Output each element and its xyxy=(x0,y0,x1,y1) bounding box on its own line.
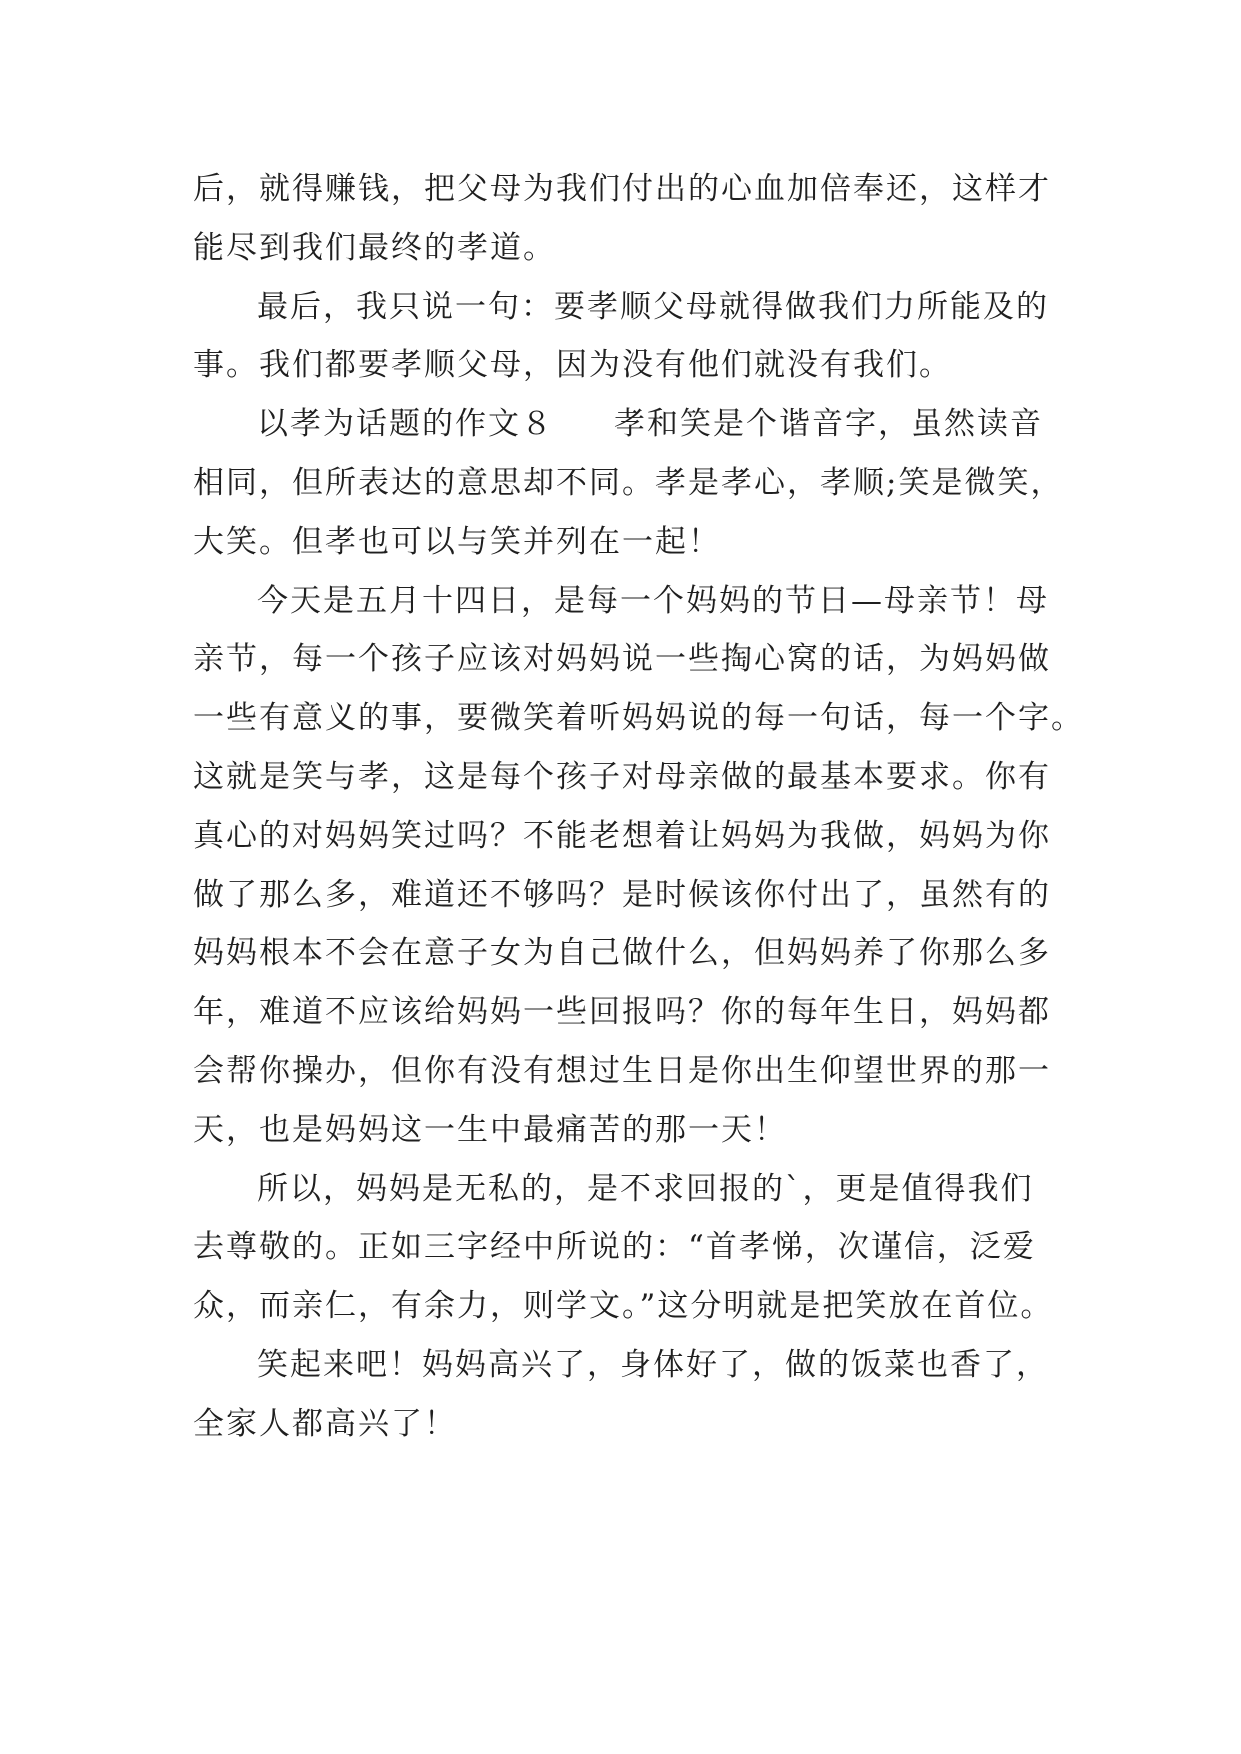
text-line: 能尽到我们最终的孝道。 xyxy=(193,229,556,266)
text-line: 后，就得赚钱，把父母为我们付出的心血加倍奉还，这样才 xyxy=(193,171,1051,207)
text-line: 众，而亲仁，有余力，则学文。”这分明就是把笑放在首位。 xyxy=(193,1288,1054,1325)
text-line: 去尊敬的。正如三字经中所说的：“首孝悌，次谨信，泛爱 xyxy=(193,1229,1036,1266)
essay-heading-line xyxy=(193,395,1053,454)
paragraph-start-line: 笑起来吧！妈妈高兴了，身体好了，做的饭菜也香了， xyxy=(257,1346,1049,1383)
text-line: 年，难道不应该给妈妈一些回报吗？你的每年生日，妈妈都 xyxy=(193,994,1051,1031)
text-line: 大笑。但孝也可以与笑并列在一起！ xyxy=(193,523,721,560)
essay-title: 以孝为话题的作文８ xyxy=(257,406,554,443)
text-line: 真心的对妈妈笑过吗？不能老想着让妈妈为我做，妈妈为你 xyxy=(193,817,1051,854)
paragraph-start-line: 最后，我只说一句：要孝顺父母就得做我们力所能及的 xyxy=(257,288,1049,325)
text-line: 事。我们都要孝顺父母，因为没有他们就没有我们。 xyxy=(193,347,952,384)
paragraph-start-line: 今天是五月十四日，是每一个妈妈的节日—母亲节！母 xyxy=(257,582,1049,619)
text-line: 相同，但所表达的意思却不同。孝是孝心，孝顺;笑是微笑， xyxy=(193,464,1064,501)
text-line: 会帮你操办，但你有没有想过生日是你出生仰望世界的那一 xyxy=(193,1052,1051,1089)
text-line: 天，也是妈妈这一生中最痛苦的那一天！ xyxy=(193,1111,787,1148)
essay-body xyxy=(193,160,1084,1454)
text-line: 一些有意义的事，要微笑着听妈妈说的每一句话，每一个字。 xyxy=(193,700,1084,737)
text-line: 亲节，每一个孩子应该对妈妈说一些掏心窝的话，为妈妈做 xyxy=(193,641,1051,678)
text-line: 做了那么多，难道还不够吗？是时候该你付出了，虽然有的 xyxy=(193,876,1051,913)
heading-text: 孝和笑是个谐音字，虽然读音 xyxy=(614,406,1043,443)
paragraph-start-line: 所以，妈妈是无私的，是不求回报的`，更是值得我们 xyxy=(257,1170,1034,1207)
text-line: 妈妈根本不会在意子女为自己做什么，但妈妈养了你那么多 xyxy=(193,935,1051,972)
text-line: 这就是笑与孝，这是每个孩子对母亲做的最基本要求。你有 xyxy=(193,758,1051,795)
text-line: 全家人都高兴了！ xyxy=(193,1405,457,1442)
